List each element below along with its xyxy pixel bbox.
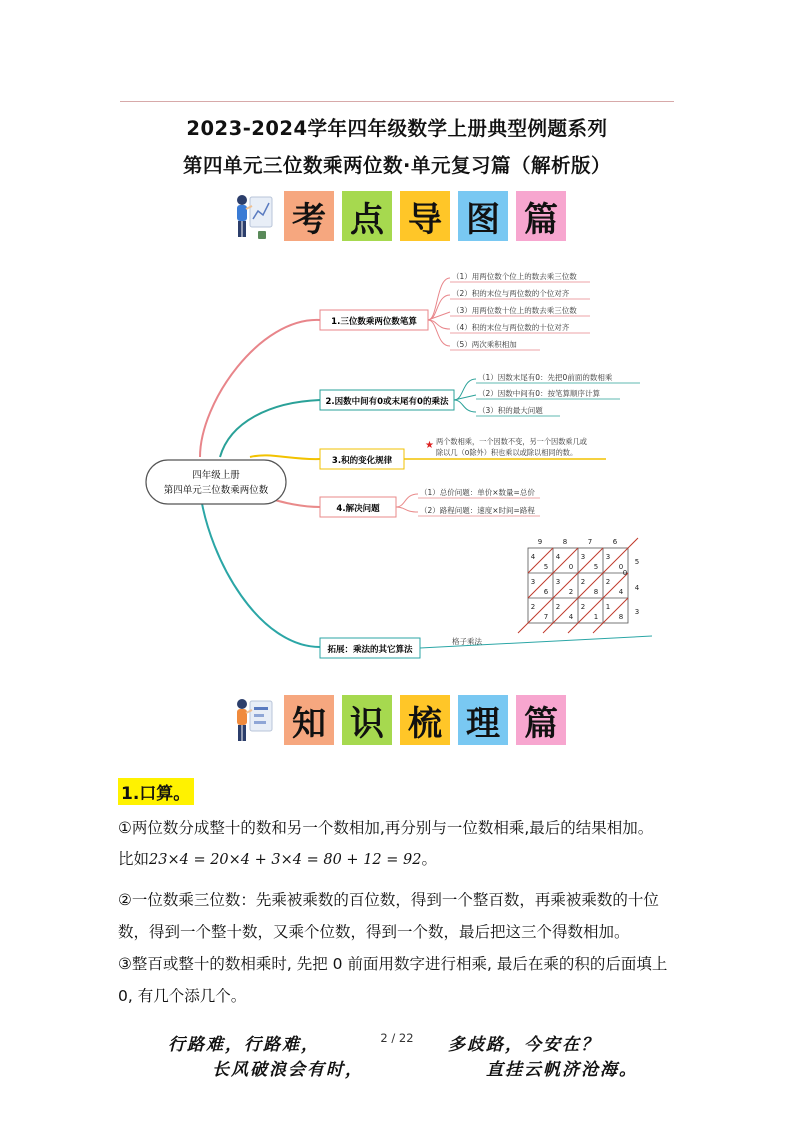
branch1-item5: （5）两次乘积相加: [452, 340, 517, 349]
lattice-right-2: 0: [622, 569, 628, 577]
lattice-right-1: 5: [634, 558, 640, 566]
lattice-right-4: 3: [634, 608, 640, 616]
lattice-cell: 2: [580, 603, 586, 611]
branch5-note: 格子乘法: [452, 637, 482, 646]
branch1-item3: （3）用两位数十位上的数去乘三位数: [452, 306, 577, 315]
lattice-cell: 3: [530, 578, 536, 586]
page-number: 2 / 22: [380, 1031, 414, 1045]
lattice-cell: 3: [580, 553, 586, 561]
lattice-top-3: 7: [587, 538, 593, 546]
lattice-cell: 4: [555, 553, 561, 561]
lattice-cell: 2: [605, 578, 611, 586]
paragraph-4: ③整百或整十的数相乘时, 先把 0 前面用数字进行相乘, 最后在乘的积的后面填上 0, 有几个添几个。: [118, 955, 668, 1005]
branch1-label: 1.三位数乘两位数笔算: [331, 317, 417, 327]
branch4-item2: （2）路程问题：速度×时间=路程: [420, 506, 535, 515]
branch2-label: 2.因数中间有0或末尾有0的乘法: [325, 397, 449, 407]
section-heading: 1.口算。: [118, 778, 194, 805]
branch2-item2: （2）因数中间有0：按笔算顺序计算: [478, 389, 601, 398]
paragraph-3: ②一位数乘三位数：先乘被乘数的百位数，得到一个整百数，再乘被乘数的十位数，得到一个整十数，又乘个位数，得到一个数，最后把这三个得数相加。: [118, 891, 659, 941]
mindmap-root-line2: 第四单元三位数乘两位数: [163, 485, 269, 496]
branch1-item4: （4）积的末位与两位数的十位对齐: [452, 323, 570, 332]
lattice-cell: 1: [593, 613, 599, 621]
lattice-cell: 2: [580, 578, 586, 586]
banner1-tile-4: 图: [458, 191, 508, 241]
document-title-line1: 2023-2024学年四年级数学上册典型例题系列: [186, 117, 608, 140]
lattice-cell: 4: [618, 588, 624, 596]
branch2-item3: （3）积的最大问题: [478, 406, 543, 415]
branch4-label: 4.解决问题: [336, 504, 380, 514]
formula: 23×4 = 20×4 + 3×4 = 80 + 12 = 92: [149, 852, 422, 868]
lattice-cell: 8: [618, 613, 624, 621]
lattice-cell: 0: [568, 563, 574, 571]
banner1-tile-1: 考: [284, 191, 334, 241]
branch2-item1: （1）因数末尾有0：先把0前面的数相乘: [478, 373, 613, 382]
banner2-tile-5: 篇: [516, 695, 566, 745]
mindmap-diagram: [140, 262, 660, 662]
lattice-top-2: 8: [562, 538, 568, 546]
poem-line-4: 直挂云帆济沧海。: [486, 1060, 638, 1080]
lattice-cell: 0: [618, 563, 624, 571]
lattice-cell: 2: [568, 588, 574, 596]
lattice-cell: 2: [555, 603, 561, 611]
header-rule: [120, 101, 674, 102]
branch3-note-line2: 除以几（0除外）积也乘以或除以相同的数。: [436, 448, 578, 457]
lattice-cell: 8: [593, 588, 599, 596]
branch1-item2: （2）积的末位与两位数的个位对齐: [452, 289, 570, 298]
lattice-cell: 1: [605, 603, 611, 611]
mindmap-root-line1: 四年级上册: [192, 470, 240, 481]
paragraph-1: ①两位数分成整十的数和另一个数相加,再分别与一位数相乘,最后的结果相加。: [118, 819, 654, 837]
lattice-cell: 5: [593, 563, 599, 571]
lattice-cell: 2: [530, 603, 536, 611]
lattice-cell: 7: [543, 613, 549, 621]
lattice-cell: 4: [530, 553, 536, 561]
lattice-top-4: 6: [612, 538, 618, 546]
banner2-tile-1: 知: [284, 695, 334, 745]
branch3-label: 3.积的变化规律: [331, 456, 393, 466]
branch3-note-line1: 两个数相乘，一个因数不变，另一个因数乘几或: [436, 437, 587, 446]
banner-mindmap-section: [230, 191, 574, 241]
document-title-line2: 第四单元三位数乘两位数·单元复习篇（解析版）: [183, 154, 611, 177]
banner2-tile-4: 理: [458, 695, 508, 745]
banner2-tile-2: 识: [342, 695, 392, 745]
poem-line-3: 长风破浪会有时，: [212, 1060, 364, 1080]
presenter-icon: [230, 695, 276, 745]
paragraph-2: [118, 843, 678, 876]
lattice-cell: 6: [543, 588, 549, 596]
branch1-item1: （1）用两位数个位上的数去乘三位数: [452, 272, 577, 281]
presenter-icon: [230, 191, 276, 241]
star-icon: ★: [425, 440, 434, 451]
paragraph-2-prefix: 比如: [118, 850, 150, 868]
lattice-cell: 3: [555, 578, 561, 586]
lattice-top-1: 9: [537, 538, 543, 546]
banner-knowledge-section: [230, 695, 574, 745]
mindmap-root: [146, 460, 286, 504]
lattice-cell: 5: [543, 563, 549, 571]
lattice-right-3: 4: [634, 584, 640, 592]
lattice-cell: 3: [605, 553, 611, 561]
banner1-tile-2: 点: [342, 191, 392, 241]
banner1-tile-3: 导: [400, 191, 450, 241]
branch4-item1: （1）总价问题：单价×数量=总价: [420, 488, 535, 497]
banner2-tile-3: 梳: [400, 695, 450, 745]
poem-line-1: 行路难，行路难，: [168, 1035, 320, 1055]
branch5-label: 拓展：乘法的其它算法: [327, 645, 413, 655]
poem-line-2: 多歧路，今安在？: [448, 1035, 600, 1055]
lattice-cell: 4: [568, 613, 574, 621]
paragraph-2-suffix: 。: [421, 850, 437, 868]
banner1-tile-5: 篇: [516, 191, 566, 241]
